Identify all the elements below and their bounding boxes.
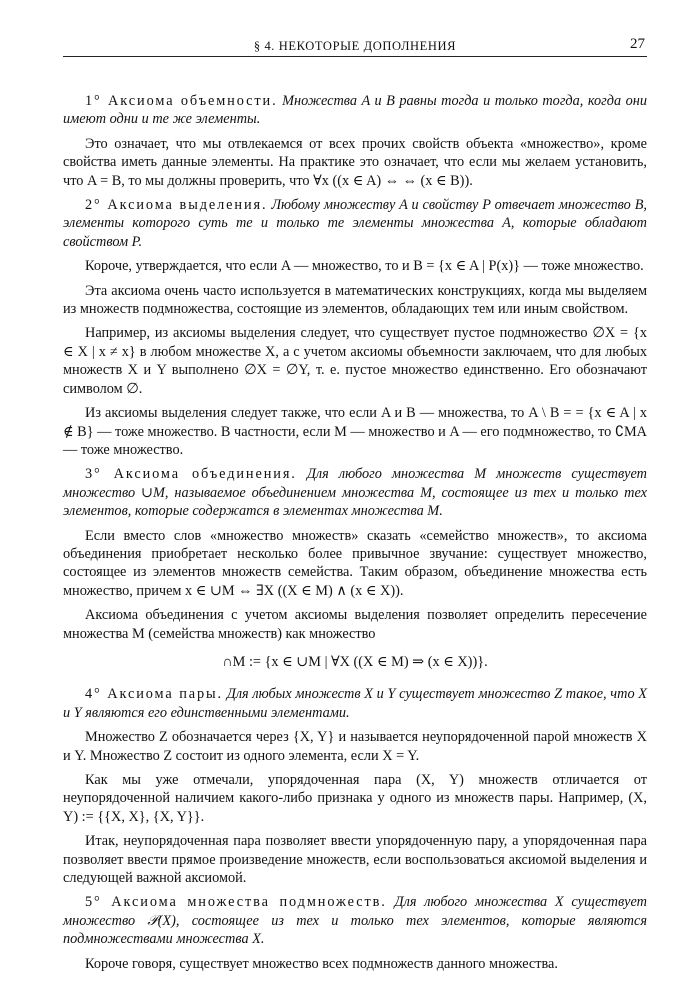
axiom-4 (63, 685, 647, 722)
running-title: § 4. НЕКОТОРЫЕ ДОПОЛНЕНИЯ (253, 39, 457, 53)
axiom-1-heading: 1° Аксиома объемности. (85, 93, 278, 109)
paragraph-5: Из аксиомы выделения следует также, что если A и B — множества, то A \ B = = {x ∈ A | x ∉ B} — тоже множество. В частности, если M — множество и A — его подмножество, то ∁MA — тоже множество. (63, 405, 647, 458)
axiom-5 (63, 893, 647, 948)
paragraph-9: Как мы уже отмечали, упорядоченная пара (X, Y) множеств отличается от неупорядоченной наличием какого-либо признака у одного из множеств пары. Например, (X, Y) := {{X, X}, {X, Y}}. (63, 772, 647, 825)
axiom-3 (63, 465, 647, 520)
axiom-3-statement: Для любого множества M множеств существует множество ∪M, называемое объединением множества M, состоящее из тех и только тех элементов, которые содержатся в элементах множества M. (63, 466, 647, 520)
paragraph-7: Аксиома объединения с учетом аксиомы выделения позволяет определить пересечение множества M (семейства множеств) как множество (63, 607, 647, 642)
axiom-2 (63, 196, 647, 251)
axiom-4-statement: Для любых множеств X и Y существует множество Z такое, что X и Y являются его единственными элементами. (63, 686, 647, 721)
axiom-2-heading: 2° Аксиома выделения. (85, 197, 268, 214)
intersection-formula: ∩M := {x ∈ ∪M | ∀X ((X ∈ M) ⇒ (x ∈ X))}. (222, 653, 488, 670)
page-body (63, 88, 647, 979)
axiom-2-statement: Любому множеству A и свойству P отвечает множество B, элементы которого суть те и только те элементы множества A, которые обладают свойством P. (63, 197, 647, 250)
axiom-5-statement: Для любого множества X существует множество 𝒫(X), состоящее из тех и только тех элементов, которые являются подмножествами множества X. (63, 894, 647, 948)
paragraph-2: Короче, утверждается, что если A — множество, то и B = {x ∈ A | P(x)} — тоже множество. (85, 258, 644, 275)
paragraph-4: Например, из аксиомы выделения следует, что существует пустое подмножество ∅X = {x ∈ X | x ≠ x} в любом множестве X, а с учетом аксиомы объемности заключаем, что для любых множеств X и Y выполнено ∅X = ∅Y, т. е. пустое множество единственно. Его обозначают символом ∅. (63, 325, 647, 397)
paragraph-10: Итак, неупорядоченная пара позволяет ввести упорядоченную пару, а упорядоченная пара позволяет ввести прямое произведение множеств, если воспользоваться аксиомой выделения и следующей важной аксиомой. (63, 833, 647, 887)
page-number: 27 (630, 36, 645, 52)
paragraph-6: Если вместо слов «множество множеств» сказать «семейство множеств», то аксиома объединения приобретает несколько более привычное звучание: существует множество, состоящее из элементов множеств семейства. Таким образом, объединение множества есть множество, причем x ∈ ∪M ⇔ ∃X ((X ∈ M) ∧ (x ∈ X)). (63, 527, 647, 599)
axiom-1-statement: Множества A и B равны тогда и только тогда, когда они имеют одни и те же элементы. (63, 93, 647, 128)
paragraph-8: Множество Z обозначается через {X, Y} и называется неупорядоченной парой множеств X и Y. Множество Z состоит из одного элемента, если X = Y. (63, 729, 647, 764)
paragraph-11: Короче говоря, существует множество всех подмножеств данного множества. (85, 955, 558, 972)
paragraph-1: Это означает, что мы отвлекаемся от всех прочих свойств объекта «множество», кроме свойства иметь данные элементы. На практике это означает, что если мы желаем установить, что A = B, то мы должны проверить, что ∀x ((x ∈ A) ⇔ ⇔ (x ∈ B)). (63, 135, 647, 189)
paragraph-3: Эта аксиома очень часто используется в математических конструкциях, когда мы выделяем из множеств подмножества, состоящие из элементов, обладающих тем или иным свойством. (63, 282, 647, 318)
axiom-1 (63, 92, 647, 129)
page-header (63, 34, 647, 57)
axiom-5-heading: 5° Аксиома множества подмножеств. (85, 894, 387, 911)
axiom-4-heading: 4° Аксиома пары. (85, 686, 224, 703)
axiom-3-heading: 3° Аксиома объединения. (85, 466, 297, 483)
